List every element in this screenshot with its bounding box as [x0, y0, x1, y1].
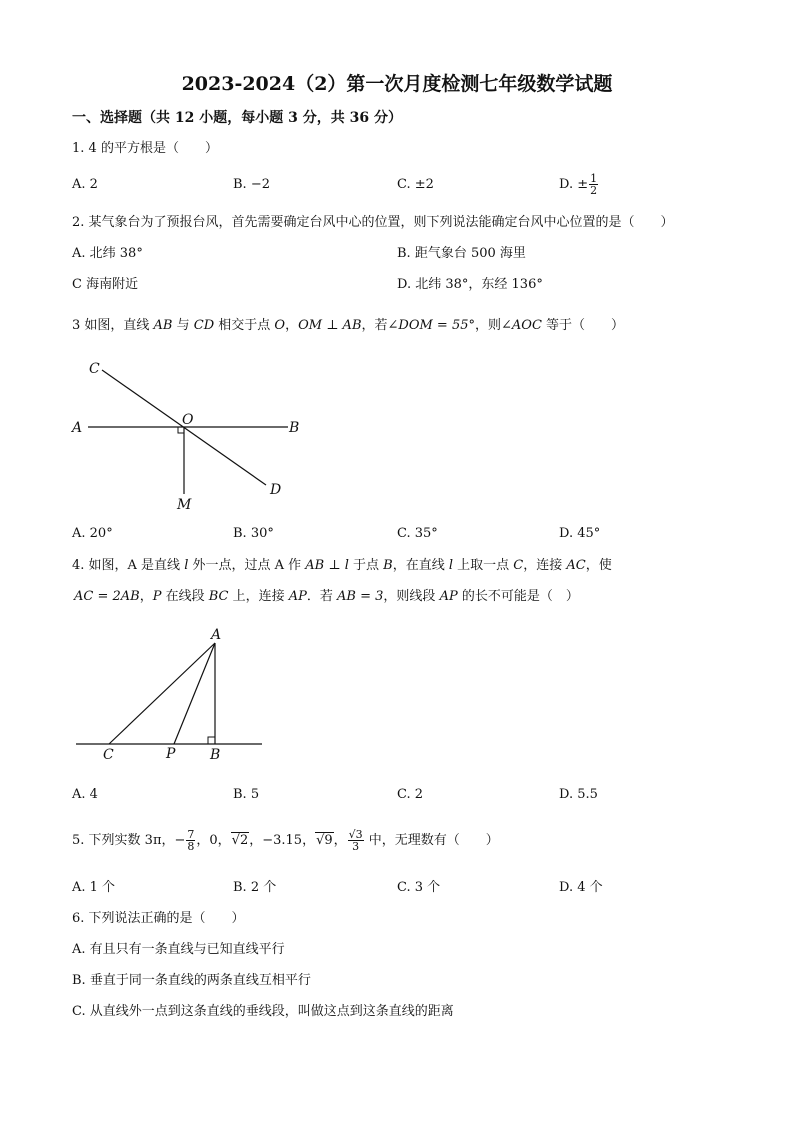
q3-ab: AB [153, 318, 173, 333]
q2-option-c: C 海南附近 [72, 277, 139, 292]
q4-label-p: P [166, 746, 176, 762]
q4-text-3: 于点 [348, 558, 384, 573]
q4-option-b: B. 5 [233, 787, 260, 802]
q3-label-m: M [177, 497, 192, 513]
q4-label-c: C [103, 747, 114, 763]
q4-text-9: 在线段 [161, 589, 209, 604]
q3-o: O [274, 318, 286, 333]
q3-om-perp-ab: OM ⊥ AB [298, 318, 362, 333]
q4-option-d: D. 5.5 [559, 787, 598, 802]
q4-text-2: 外一点，过点 A 作 [188, 558, 306, 573]
q3-label-a: A [72, 420, 83, 436]
q1-option-b: B. −2 [233, 177, 270, 192]
q4-ac: AC [566, 558, 586, 573]
q4-ac-eq-2ab: AC = 2AB [74, 589, 140, 604]
q1-d-prefix: D. ± [559, 177, 589, 192]
q3-figure [60, 352, 320, 518]
q4-right-angle-mark [208, 737, 215, 744]
q4-text-8: ， [139, 589, 153, 604]
q5-text-2: ，0， [196, 833, 231, 848]
q5-fraction-sqrt3-3 [348, 829, 364, 852]
q3-angle-aoc: ∠AOC [501, 318, 542, 333]
q2-option-d: D. 北纬 38°，东经 136° [397, 277, 543, 292]
q5-stem [72, 824, 499, 858]
q4-stem-line2 [74, 588, 579, 606]
q1-d-denominator: 2 [590, 184, 598, 197]
q3-cd: CD [193, 318, 215, 333]
q2-option-b: B. 距气象台 500 海里 [397, 246, 526, 261]
q4-text-13: 的长不可能是（ ） [457, 589, 579, 604]
q4-bc: BC [208, 589, 229, 604]
q4-text-10: 上，连接 [228, 589, 289, 604]
q4-figure [66, 622, 276, 768]
q6-option-c: C. 从直线外一点到这条直线的垂线段，叫做这点到这条直线的距离 [72, 1004, 454, 1019]
q5-f1-numerator: 7 [187, 828, 195, 841]
q3-text-3: 相交于点 [214, 318, 275, 333]
q3-label-d: D [270, 482, 282, 498]
q1-option-a: A. 2 [72, 177, 98, 192]
q5-text-3: ，−3.15， [249, 833, 316, 848]
q3-option-a: A. 20° [72, 526, 113, 541]
q4-label-b: B [210, 747, 221, 763]
q4-text-12: ，则线段 [383, 589, 440, 604]
q4-text-7: ，使 [585, 558, 612, 573]
q4-text-1: 4. 如图，A 是直线 [72, 558, 185, 573]
q1-d-numerator: 1 [590, 172, 598, 185]
q3-label-b: B [289, 420, 300, 436]
q1-stem: 1. 4 的平方根是（ ） [72, 141, 218, 156]
q5-option-c: C. 3 个 [397, 880, 441, 895]
q4-text-5: 上取一点 [453, 558, 514, 573]
q4-stem-line1 [72, 557, 612, 575]
q2-option-a: A. 北纬 38° [72, 246, 143, 261]
q4-ab-eq-3: AB = 3 [337, 589, 384, 604]
q6-option-b: B. 垂直于同一条直线的两条直线互相平行 [72, 973, 311, 988]
q4-ap-2: AP [439, 589, 458, 604]
q3-label-o: O [182, 412, 194, 428]
q5-sqrt-2: √2 [231, 833, 249, 848]
q4-l-2: l [448, 558, 454, 573]
q3-text-1: 3 如图，直线 [72, 318, 154, 333]
page-title: 2023-2024（2）第一次月度检测七年级数学试题 [181, 73, 613, 95]
q4-l-1: l [184, 558, 189, 573]
q1-option-d [559, 172, 599, 198]
q3-text-6: ，则 [475, 318, 502, 333]
q4-label-a: A [211, 627, 222, 643]
q5-f1-denominator: 8 [187, 840, 195, 853]
q1-d-fraction [589, 173, 598, 196]
section-heading: 一、选择题（共 12 小题，每小题 3 分，共 36 分） [72, 110, 402, 126]
q5-sqrt-9: √9 [316, 833, 333, 848]
q4-text-11: ．若 [306, 589, 338, 604]
q4-option-c: C. 2 [397, 787, 424, 802]
q5-option-b: B. 2 个 [233, 880, 277, 895]
q3-text-4: ， [285, 318, 299, 333]
q3-option-d: D. 45° [559, 526, 601, 541]
q5-f2-denominator: 3 [352, 840, 360, 853]
q3-option-b: B. 30° [233, 526, 274, 541]
q4-ap-1: AP [288, 589, 307, 604]
q1-option-c: C. ±2 [397, 177, 434, 192]
q5-option-a: A. 1 个 [72, 880, 116, 895]
q3-text-7: 等于（ ） [541, 318, 625, 333]
q4-p: P [152, 589, 162, 604]
q5-f2-numerator: √3 [348, 828, 363, 841]
q5-text-4: ， [333, 833, 347, 848]
q5-text-5: 中，无理数有（ ） [364, 833, 499, 848]
q3-option-c: C. 35° [397, 526, 438, 541]
q4-text-4: ，在直线 [392, 558, 449, 573]
q4-ab-perp-l: AB ⊥ l [305, 558, 349, 573]
q3-stem [72, 317, 624, 335]
q5-text-1: 5. 下列实数 3π，− [72, 833, 186, 848]
q3-angle-dom: ∠DOM = 55° [387, 318, 475, 333]
q4-option-a: A. 4 [72, 787, 98, 802]
q5-option-d: D. 4 个 [559, 880, 603, 895]
q3-text-5: ，若 [361, 318, 388, 333]
q5-fraction-7-8 [186, 829, 195, 852]
q4-text-6: ，连接 [523, 558, 567, 573]
q3-label-c: C [89, 361, 100, 377]
q4-b: B [383, 558, 393, 573]
q6-option-a: A. 有且只有一条直线与已知直线平行 [72, 942, 285, 957]
q2-stem: 2. 某气象台为了预报台风，首先需要确定台风中心的位置，则下列说法能确定台风中心位置的是（ ） [72, 215, 674, 230]
q3-text-2: 与 [172, 318, 194, 333]
q6-stem: 6. 下列说法正确的是（ ） [72, 911, 245, 926]
q4-c: C [513, 558, 524, 573]
q4-segment-ac [109, 643, 215, 744]
q4-segment-ap [174, 643, 215, 744]
